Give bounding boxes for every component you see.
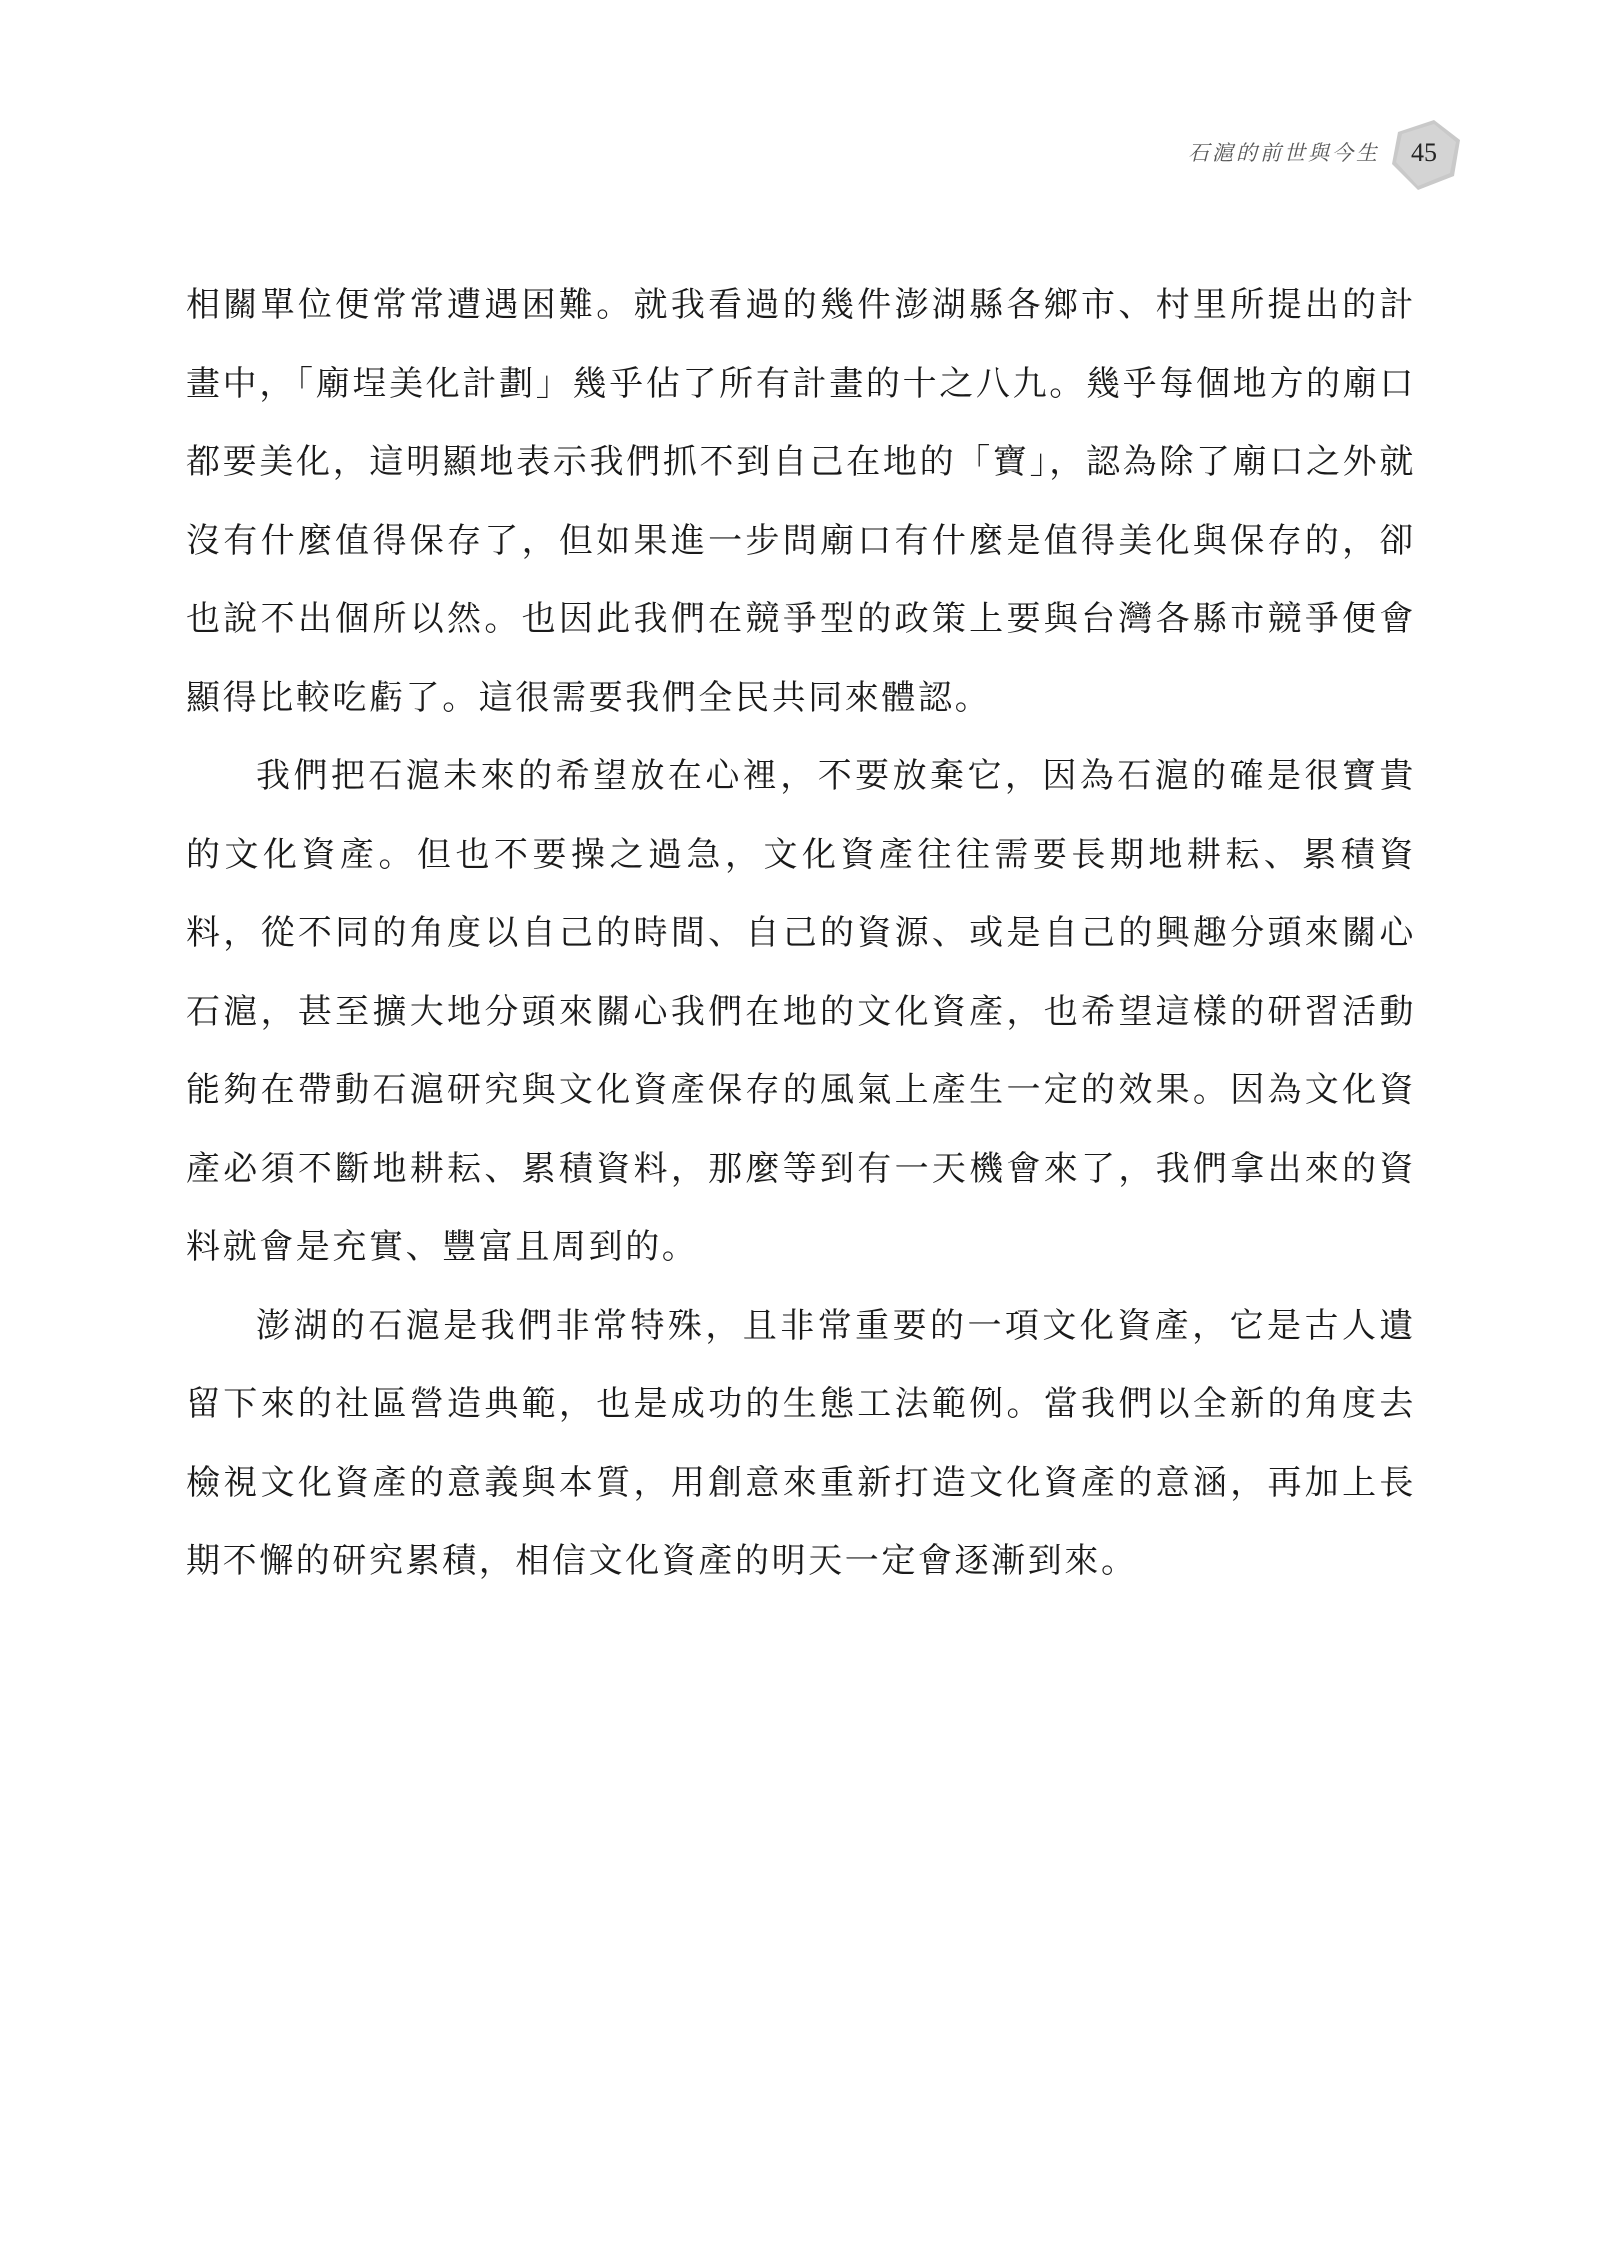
paragraph: 相關單位便常常遭遇困難。就我看過的幾件澎湖縣各鄉市、村里所提出的計畫中，「廟埕美化計劃」幾乎佔了所有計畫的十之八九。幾乎每個地方的廟口都要美化，這明顯地表示我們抓不到自己在地的「寶」，認為除了廟口之外就沒有什麼值得保存了，但如果進一步問廟口有什麼是值得美化與保存的，卻也說不出個所以然。也因此我們在競爭型的政策上要與台灣各縣市競爭便會顯得比較吃虧了。這很需要我們全民共同來體認。 bbox=[186, 285, 1416, 718]
page-number-badge bbox=[1388, 118, 1468, 194]
body-text bbox=[186, 266, 1416, 1601]
paragraph: 我們把石滬未來的希望放在心裡，不要放棄它，因為石滬的確是很寶貴的文化資產。但也不要操之過急，文化資產往往需要長期地耕耘、累積資料，從不同的角度以自己的時間、自己的資源、或是自己的興趣分頭來關心石滬，甚至擴大地分頭來關心我們在地的文化資產，也希望這樣的研習活動能夠在帶動石滬研究與文化資產保存的風氣上產生一定的效果。因為文化資產必須不斷地耕耘、累積資料，那麼等到有一天機會來了，我們拿出來的資料就會是充實、豐富且周到的。 bbox=[186, 756, 1416, 1267]
running-head-title: 石滬的前世與今生 bbox=[1188, 141, 1380, 165]
page-number: 45 bbox=[1411, 138, 1437, 167]
paragraph: 澎湖的石滬是我們非常特殊，且非常重要的一項文化資產，它是古人遺留下來的社區營造典範，也是成功的生態工法範例。當我們以全新的角度去檢視文化資產的意義與本質，用創意來重新打造文化資產的意涵，再加上長期不懈的研究累積，相信文化資產的明天一定會逐漸到來。 bbox=[186, 1305, 1416, 1581]
